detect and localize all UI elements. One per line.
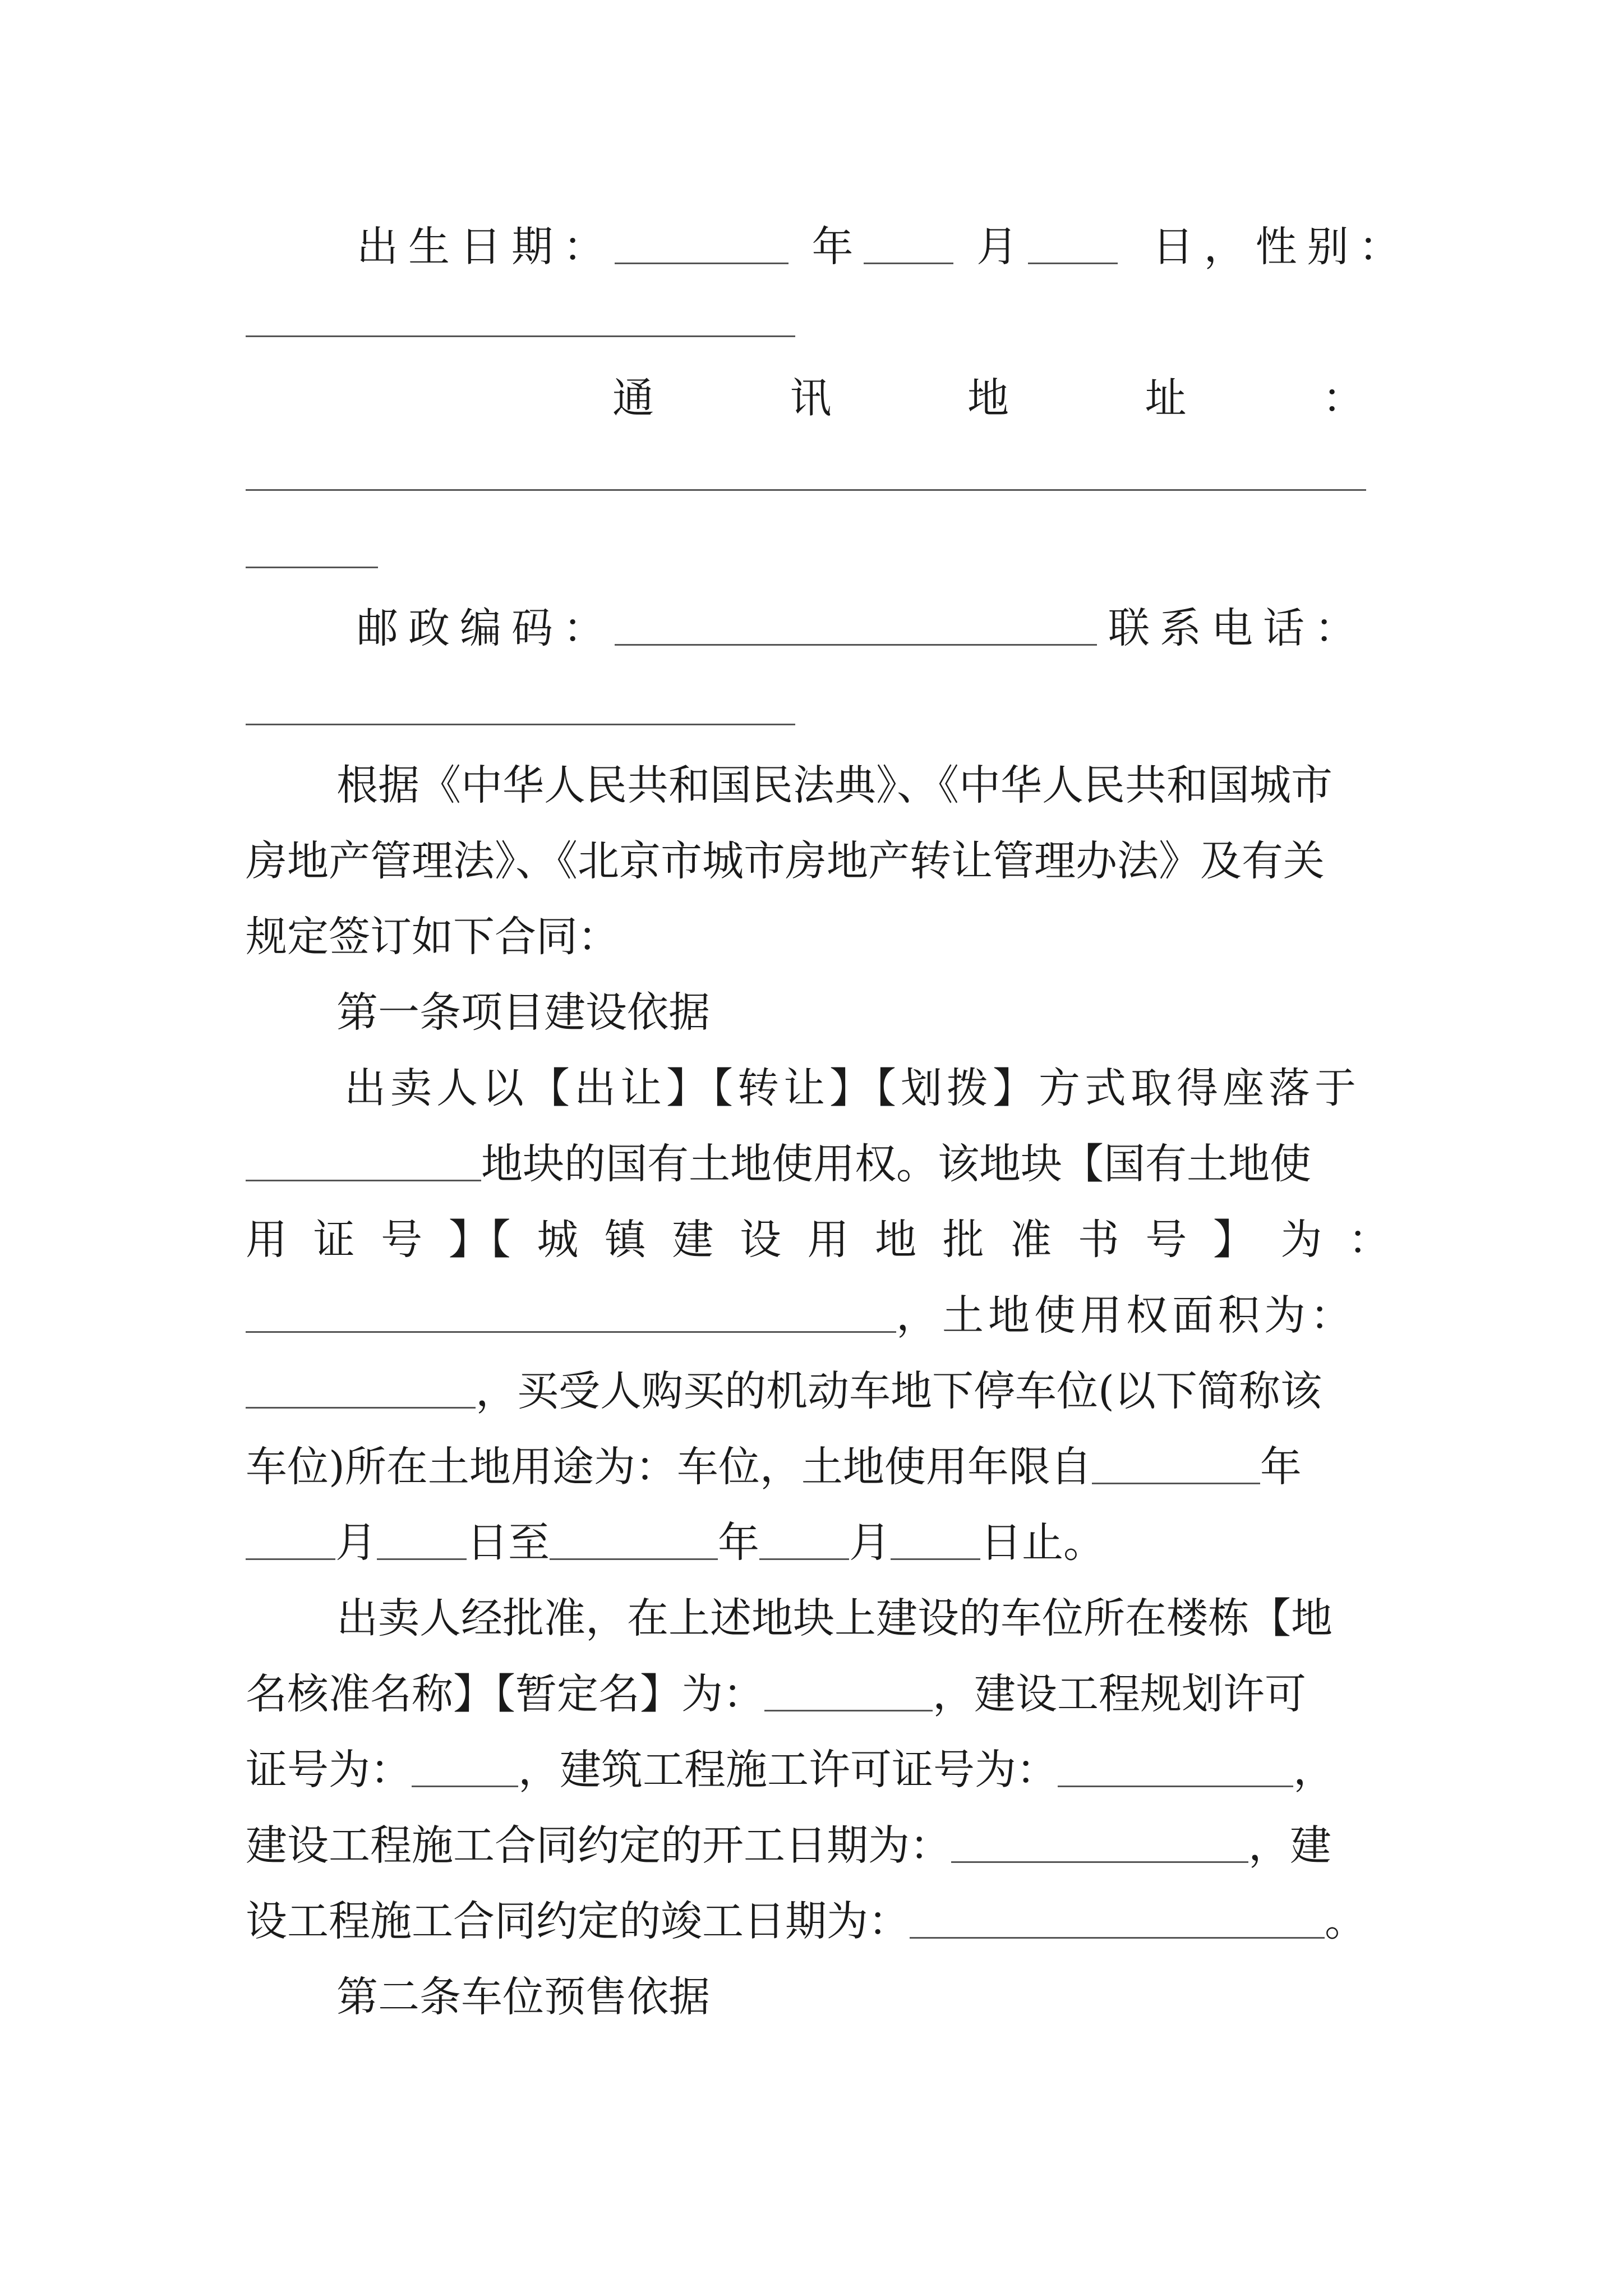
year-label: 年: [811, 223, 864, 271]
intro-line-3: 规定签订如下合同：: [246, 913, 619, 961]
postal-code-label: 邮政编码：: [357, 604, 615, 652]
land-area-field[interactable]: [246, 1365, 476, 1409]
article-1-p2-line-1: 出卖人经批准，在上述地块上建设的车位所在楼栋【地: [336, 1594, 1332, 1642]
land-use-start-year-field[interactable]: [1092, 1441, 1260, 1484]
article-1-p2-line-3: 证号为： ，建筑工程施工许可证号为： ，: [246, 1731, 1390, 1809]
birth-date-label: 出生日期：: [357, 223, 615, 271]
intro-line-1: 根据《中华人民共和国民法典》、《中华人民共和国城市: [336, 761, 1332, 809]
article-1-p2-line-4: 建设工程施工合同约定的开工日期为： ，建: [246, 1806, 1390, 1885]
building-name-field[interactable]: [764, 1668, 933, 1711]
phone-label: 联系电话：: [1108, 604, 1366, 652]
postal-code-field[interactable]: [615, 602, 1097, 646]
article-2-title: 第二条车位预售依据: [336, 1973, 710, 2021]
address-char: 址: [1145, 374, 1187, 422]
construction-permit-field[interactable]: [1058, 1744, 1293, 1787]
address-label-line: [612, 359, 1364, 438]
planning-permit-field[interactable]: [412, 1744, 518, 1787]
article-1-p1-line-4: ，土地使用权面积为：: [246, 1276, 1390, 1355]
phone-field[interactable]: [246, 724, 795, 725]
article-1-title: 第一条项目建设依据: [336, 988, 710, 1037]
article-1-p2-line-5: 设工程施工合同约定的竣工日期为： 。: [246, 1882, 1390, 1961]
address-char: ：: [1322, 374, 1364, 422]
address-field[interactable]: [246, 489, 1366, 491]
birth-year-field[interactable]: [615, 221, 789, 264]
article-1-p2-line-2: 名核准名称】【暂定名】为： ，建设工程规划许可: [246, 1655, 1390, 1733]
article-1-p1-line-2: 地块的国有土地使用权。该地块【国有土地使: [246, 1125, 1390, 1203]
birth-day-field[interactable]: [1028, 221, 1118, 264]
article-1-p1-line-3: 用 证 号 】【 城 镇 建 设 用 地 批 准 书 号 】 为 ：: [246, 1216, 1390, 1264]
day-gender-label: 日，性别：: [1152, 223, 1410, 271]
land-use-end-day-field[interactable]: [891, 1517, 980, 1560]
address-field-continued[interactable]: [246, 567, 378, 568]
land-use-start-day-field[interactable]: [377, 1517, 467, 1560]
land-use-end-year-field[interactable]: [550, 1517, 718, 1560]
land-location-field[interactable]: [246, 1138, 481, 1181]
land-certificate-field[interactable]: [246, 1290, 896, 1333]
postal-phone-line: [357, 589, 1390, 668]
address-char: 地: [967, 374, 1009, 422]
month-label: 月: [976, 223, 1029, 271]
address-char: 讯: [790, 374, 832, 422]
address-char: 通: [612, 374, 654, 422]
gender-field[interactable]: [246, 335, 795, 337]
birth-date-line: [357, 208, 1410, 286]
land-use-end-month-field[interactable]: [759, 1517, 849, 1560]
completion-date-field[interactable]: [910, 1895, 1325, 1939]
land-use-start-month-field[interactable]: [246, 1517, 335, 1560]
birth-month-field[interactable]: [864, 221, 953, 264]
start-date-field[interactable]: [951, 1820, 1248, 1863]
article-1-p1-line-6: 车位)所在土地用途为：车位，土地使用年限自 年: [246, 1428, 1390, 1506]
article-1-p1-line-1: 出卖人以【出让】【转让】【划拨】方式取得座落于: [344, 1064, 1361, 1112]
article-1-p1-line-5: ，买受人购买的机动车地下停车位(以下简称该: [246, 1352, 1390, 1430]
article-1-p1-line-7: 月 日至 年 月 日止。: [246, 1503, 1390, 1582]
intro-line-2: 房地产管理法》、《北京市城市房地产转让管理办法》及有关: [246, 837, 1325, 885]
